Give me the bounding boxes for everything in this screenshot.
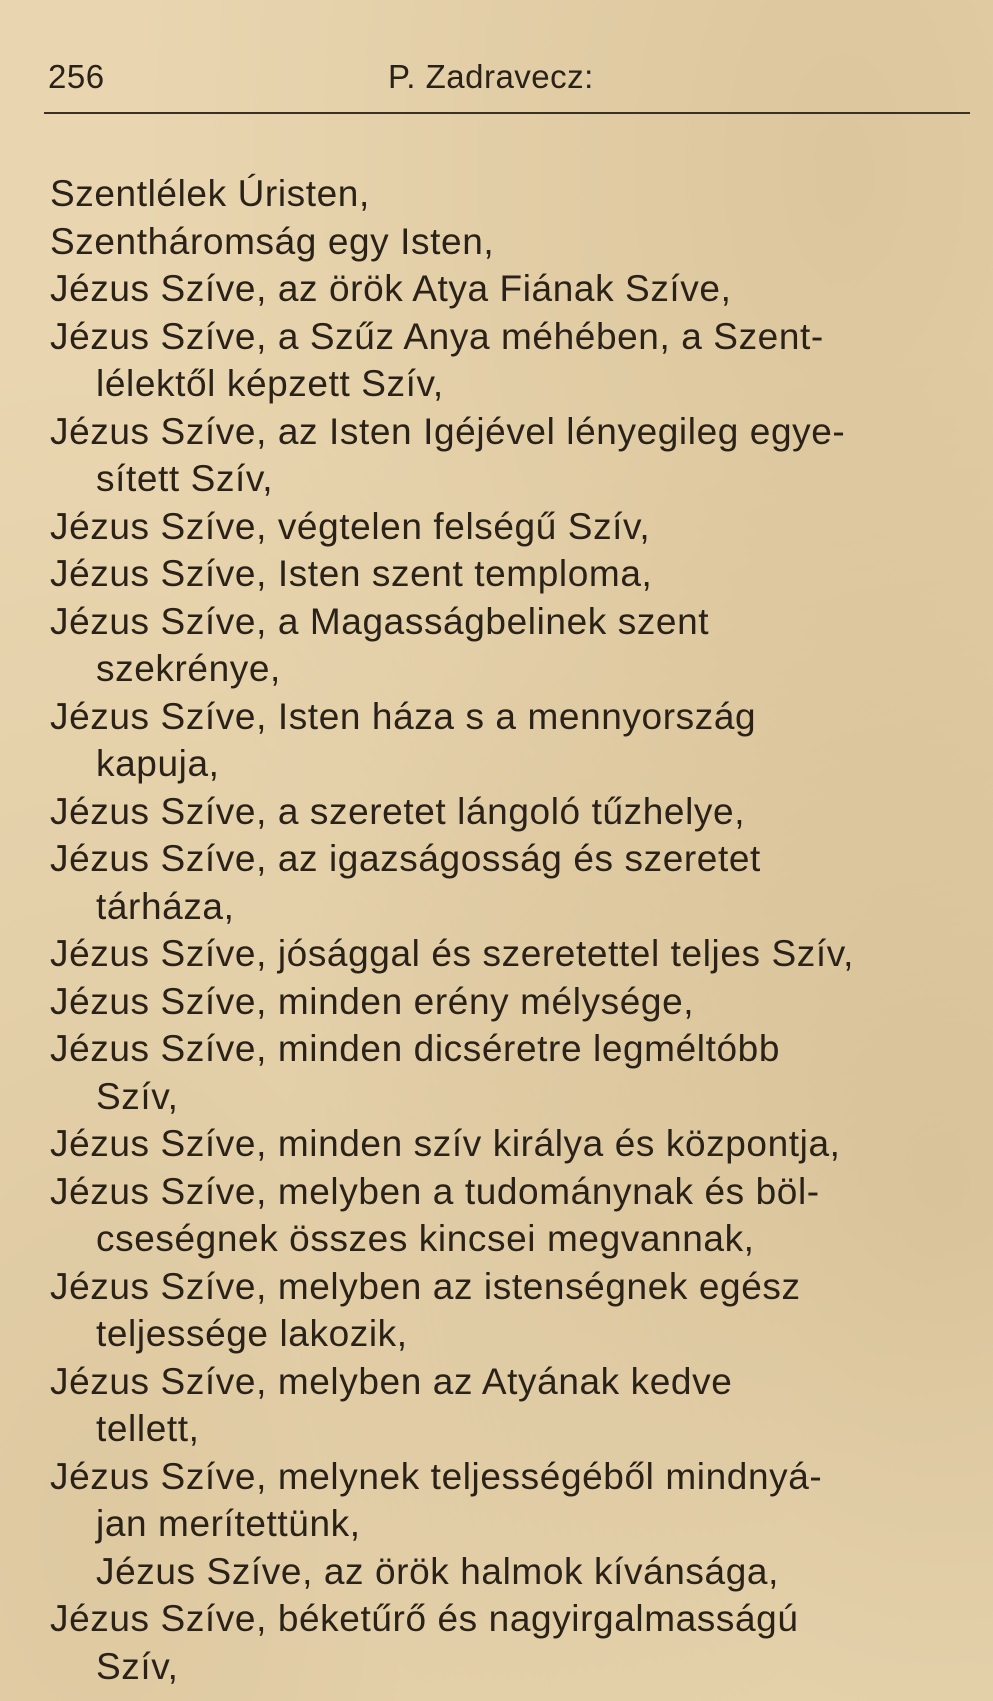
litany-line-continuation: Szív,	[96, 1075, 179, 1117]
litany-line: Jézus Szíve, az örök Atya Fiának Szíve,	[50, 268, 732, 309]
litany-line: Szentháromság egy Isten,	[50, 220, 495, 262]
litany-line: Jézus Szíve, a Magasságbelinek szent	[50, 600, 710, 642]
page-header	[0, 58, 993, 108]
litany-line: Jézus Szíve, az Isten Igéjével lényegileg egye-	[50, 410, 846, 452]
litany-line-continuation: Szív,	[96, 1645, 179, 1687]
litany-line: Jézus Szíve, Isten szent temploma,	[50, 553, 653, 594]
litany-line-continuation: cseségnek összes kincsei megvannak,	[96, 1218, 755, 1259]
litany-line: Szentlélek Úristen,	[50, 173, 370, 214]
litany-line: Jézus Szíve, jósággal és szeretettel teljes Szív,	[50, 933, 855, 974]
litany-line: Jézus Szíve, Isten háza s a mennyország	[50, 695, 757, 737]
litany-text	[50, 170, 970, 1690]
litany-line: Jézus Szíve, melyben az istenségnek egész	[50, 1265, 801, 1307]
page-number: 256	[48, 58, 105, 95]
litany-line-continuation: kapuja,	[96, 743, 220, 784]
litany-line: Jézus Szíve, az örök halmok kívánsága,	[96, 1550, 779, 1592]
litany-line: Jézus Szíve, melynek teljességéből mindnyá-	[50, 1455, 823, 1497]
running-head: P. Zadravecz:	[388, 58, 594, 95]
litany-line-continuation: teljessége lakozik,	[96, 1313, 408, 1354]
litany-line: Jézus Szíve, minden szív királya és központja,	[50, 1123, 841, 1164]
litany-line: Jézus Szíve, az igazságosság és szeretet	[50, 838, 761, 879]
litany-line-continuation: lélektől képzett Szív,	[96, 363, 444, 404]
header-rule	[44, 112, 970, 114]
litany-line-continuation: szekrénye,	[96, 648, 281, 689]
litany-line-continuation: sített Szív,	[96, 458, 274, 499]
litany-line: Jézus Szíve, a szeretet lángoló tűzhelye,	[50, 790, 746, 832]
litany-line: Jézus Szíve, béketűrő és nagyirgalmasságú	[50, 1598, 799, 1639]
litany-line-continuation: tellett,	[96, 1408, 200, 1449]
litany-line: Jézus Szíve, melyben a tudománynak és böl-	[50, 1170, 820, 1212]
litany-line: Jézus Szíve, a Szűz Anya méhében, a Szent-	[50, 315, 824, 357]
litany-line: Jézus Szíve, minden erény mélysége,	[50, 980, 695, 1022]
litany-line: Jézus Szíve, melyben az Atyának kedve	[50, 1360, 733, 1402]
litany-line-continuation: tárháza,	[96, 885, 235, 927]
litany-line-continuation: jan merítettünk,	[96, 1503, 361, 1544]
litany-line: Jézus Szíve, végtelen felségű Szív,	[50, 505, 651, 547]
litany-line: Jézus Szíve, minden dicséretre legméltóbb	[50, 1028, 781, 1069]
